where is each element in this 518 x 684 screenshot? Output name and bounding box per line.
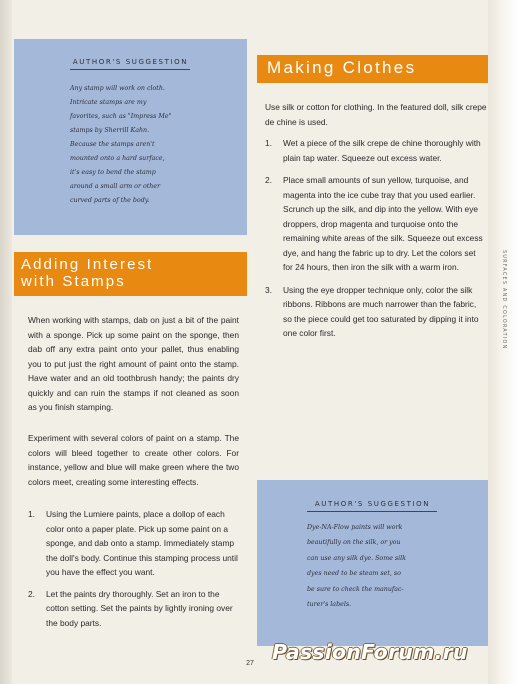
author-suggestion-text xyxy=(307,520,442,612)
suggestion-line: Intricate stamps are my xyxy=(70,99,147,106)
divider xyxy=(70,69,190,70)
suggestion-line: stamps by Sherrill Kahn. xyxy=(70,127,150,134)
suggestion-line: it's easy to bend the stamp xyxy=(70,169,156,176)
step-text: Wet a piece of the silk crepe de chine thoroughly with plain tap water. Squeeze out excess water. xyxy=(283,138,481,163)
suggestion-line: around a small arm or other xyxy=(70,183,161,190)
step-text: Place small amounts of sun yellow, turquoise, and magenta into the ice cube tray that you used earlier. Scrunch up the silk, and dip into the yellow. With eye droppers, drop magenta and turquoise onto the remaining white areas of the silk. Squeeze out excess dye, and hang the fabric up to dry. Let the colors set for 24 hours, then iron the silk with a warm iron. xyxy=(283,175,483,272)
section-heading xyxy=(21,256,153,290)
chapter-side-tab: SURFACES AND COLORATION xyxy=(501,250,506,350)
step-number: 2. xyxy=(28,588,35,599)
step-number: 1. xyxy=(265,138,272,148)
step-number: 3. xyxy=(265,284,272,295)
adding-interest-steps xyxy=(28,507,239,637)
body-paragraph: Experiment with several colors of paint on a stamp. The colors will bleed together to create other colors. For instance, yellow and blue will make green where the two colors meet, creating some interesting effects. xyxy=(28,433,239,487)
author-suggestion-heading: AUTHOR'S SUGGESTION xyxy=(314,500,431,508)
step-number: 2. xyxy=(265,175,272,185)
watermark: PassionForum.ru xyxy=(272,640,468,664)
list-item xyxy=(265,136,487,165)
section-heading-line: with Stamps xyxy=(21,273,126,290)
suggestion-line: mounted onto a hard surface, xyxy=(70,155,165,162)
section-heading-line: Adding Interest xyxy=(21,256,154,273)
section-heading-bar-making-clothes xyxy=(257,55,488,83)
page-left-edge xyxy=(0,0,12,684)
divider xyxy=(307,511,437,512)
making-clothes-steps xyxy=(265,136,487,349)
suggestion-line: beautifully on the silk, or you xyxy=(307,539,401,547)
section-heading-bar-adding-interest xyxy=(14,252,247,296)
step-text: Using the Lumiere paints, place a dollop of each color onto a paper plate. Pick up some paint on a sponge, and dab onto a stamp. Immediately stamp the doll's body. Continue this stamping process until you have the effect you want. xyxy=(46,509,238,577)
step-number: 1. xyxy=(28,509,35,519)
suggestion-line: Dye-NA-Flow paints will work xyxy=(307,524,403,531)
body-paragraph: When working with stamps, dab on just a bit of the paint with a sponge. Pick up some paint on the sponge, then dab off any extra paint onto your pallet, thus enabling you to put just the right amount of paint onto the stamp. Have water and an old toothbrush handy; the paints dry quickly and can ruin the stamps if not cleaned as soon as you finish stamping. xyxy=(28,315,239,412)
list-item xyxy=(28,587,239,631)
section-heading: Making Clothes xyxy=(267,58,417,77)
suggestion-line: be sure to check the manufac- xyxy=(307,585,404,593)
suggestion-line: curved parts of the body. xyxy=(70,197,150,204)
suggestion-line: Any stamp will work on cloth. xyxy=(70,85,165,92)
list-item xyxy=(265,173,487,275)
author-suggestion-text xyxy=(70,82,200,208)
suggestion-line: favorites, such as "Impress Me" xyxy=(70,113,172,120)
making-clothes-intro: Use silk or cotton for clothing. In the featured doll, silk crepe de chine is used. xyxy=(265,102,487,127)
step-text: Using the eye dropper technique only, color the silk ribbons. Ribbons are much narrower than the fabric, so the piece could get too saturated by dipping it into one color first. xyxy=(283,284,479,338)
list-item xyxy=(28,507,239,580)
step-text: Let the paints dry thoroughly. Set an iron to the cotton setting. Set the paints by lightly ironing over the body parts. xyxy=(46,588,233,628)
suggestion-line: dyes need to be steam set, so xyxy=(307,570,401,578)
suggestion-line: can use any silk dye. Some silk xyxy=(307,554,406,562)
author-suggestion-heading: AUTHOR'S SUGGESTION xyxy=(72,58,189,66)
page-number: 27 xyxy=(246,660,254,667)
author-suggestion-box-left xyxy=(14,39,247,235)
author-suggestion-box-right xyxy=(257,480,488,646)
suggestion-line: turer's labels. xyxy=(307,600,352,608)
suggestion-line: Because the stamps aren't xyxy=(70,141,155,148)
list-item xyxy=(265,283,487,341)
